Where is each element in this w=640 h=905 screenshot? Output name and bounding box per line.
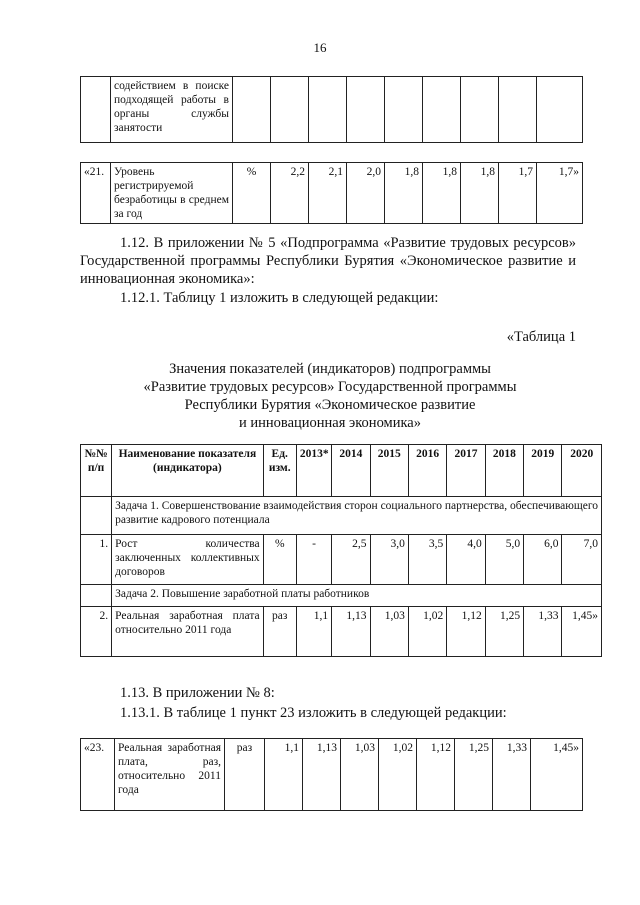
- value-cell: 1,8: [385, 163, 423, 224]
- header-name: Наименование показателя (индикатора): [112, 445, 264, 497]
- unit: раз: [225, 739, 265, 811]
- indicator-name: Рост количества заключенных коллективных договоров: [112, 535, 264, 585]
- header-year: 2017: [447, 445, 485, 497]
- row-number: «21.: [81, 163, 111, 224]
- header-year: 2020: [562, 445, 602, 497]
- unit: %: [233, 163, 271, 224]
- value-cell: 1,45»: [531, 739, 583, 811]
- value-cell: 1,13: [332, 607, 370, 657]
- value-cell: 1,7: [499, 163, 537, 224]
- value-cell: 1,02: [379, 739, 417, 811]
- table-cell: [81, 77, 111, 143]
- task-row: [81, 497, 602, 535]
- task-2: Задача 2. Повышение заработной платы работников: [112, 585, 602, 607]
- main-table: [80, 444, 602, 657]
- value-cell: 1,03: [341, 739, 379, 811]
- value-cell: 7,0: [562, 535, 602, 585]
- value-cell: 4,0: [447, 535, 485, 585]
- paragraph-1-13-1: 1.13.1. В таблице 1 пункт 23 изложить в следующей редакции:: [120, 705, 507, 721]
- value-cell: 1,1: [265, 739, 303, 811]
- value-cell: 1,25: [455, 739, 493, 811]
- value-cell: 1,8: [423, 163, 461, 224]
- header-year: 2013*: [296, 445, 331, 497]
- table-row: [81, 163, 583, 224]
- header-year: 2015: [370, 445, 408, 497]
- header-year: 2016: [408, 445, 446, 497]
- value-cell: 6,0: [524, 535, 562, 585]
- value-cell: 1,33: [524, 607, 562, 657]
- table-row: [81, 535, 602, 585]
- table-label: «Таблица 1: [506, 329, 576, 345]
- value-cell: 1,03: [370, 607, 408, 657]
- value-cell: 1,12: [447, 607, 485, 657]
- indicator-name: Реальная заработная плата относительно 2011 года: [112, 607, 264, 657]
- value-cell: 2,5: [332, 535, 370, 585]
- header-row: [81, 445, 602, 497]
- value-cell: 1,1: [296, 607, 331, 657]
- value-cell: 1,12: [417, 739, 455, 811]
- value-cell: -: [296, 535, 331, 585]
- value-cell: 1,25: [485, 607, 523, 657]
- table-title-line-1: Значения показателей (индикаторов) подпрограммы: [169, 361, 491, 377]
- row-number: 1.: [81, 535, 112, 585]
- header-year: 2014: [332, 445, 370, 497]
- header-num: №№ п/п: [81, 445, 112, 497]
- indicator-name: Реальная заработная плата, раз, относительно 2011 года: [115, 739, 225, 811]
- row-number: 2.: [81, 607, 112, 657]
- paragraph-1-12-1: 1.12.1. Таблицу 1 изложить в следующей редакции:: [120, 290, 439, 306]
- row21-table: [80, 162, 583, 224]
- value-cell: 1,8: [461, 163, 499, 224]
- table-row: [81, 739, 583, 811]
- table-title-line-3: Республики Бурятия «Экономическое развитие: [184, 397, 476, 413]
- value-cell: 5,0: [485, 535, 523, 585]
- row23-table: [80, 738, 583, 811]
- page-number: 16: [313, 40, 327, 55]
- value-cell: 1,7»: [537, 163, 583, 224]
- value-cell: 3,5: [408, 535, 446, 585]
- table-row: [81, 607, 602, 657]
- indicator-name: Уровень регистрируемой безработицы в среднем за год: [111, 163, 233, 224]
- value-cell: 2,0: [347, 163, 385, 224]
- value-cell: 2,2: [271, 163, 309, 224]
- row-number: «23.: [81, 739, 115, 811]
- task-1: Задача 1. Совершенствование взаимодействия сторон социального партнерства, обеспечивающего развитие кадрового потенциала: [112, 497, 602, 535]
- header-year: 2019: [524, 445, 562, 497]
- value-cell: 1,33: [493, 739, 531, 811]
- table-title-line-2: «Развитие трудовых ресурсов» Государственной программы: [143, 379, 517, 395]
- header-year: 2018: [485, 445, 523, 497]
- value-cell: 1,02: [408, 607, 446, 657]
- header-unit: Ед. изм.: [263, 445, 296, 497]
- paragraph-1-13: 1.13. В приложении № 8:: [120, 685, 275, 701]
- value-cell: 3,0: [370, 535, 408, 585]
- paragraph-1-12: 1.12. В приложении № 5 «Подпрограмма «Развитие трудовых ресурсов» Государственной программы Республики Бурятия «Экономическое развитие и инновационная экономика»:: [80, 235, 576, 287]
- value-cell: 1,45»: [562, 607, 602, 657]
- unit: %: [263, 535, 296, 585]
- row-fragment-text: содействием в поиске подходящей работы в органы службы занятости: [111, 77, 233, 143]
- unit: раз: [263, 607, 296, 657]
- value-cell: 2,1: [309, 163, 347, 224]
- task-row: [81, 585, 602, 607]
- table-title-line-4: и инновационная экономика»: [239, 415, 421, 431]
- top-table: [80, 76, 583, 143]
- value-cell: 1,13: [303, 739, 341, 811]
- table-row: [81, 77, 583, 143]
